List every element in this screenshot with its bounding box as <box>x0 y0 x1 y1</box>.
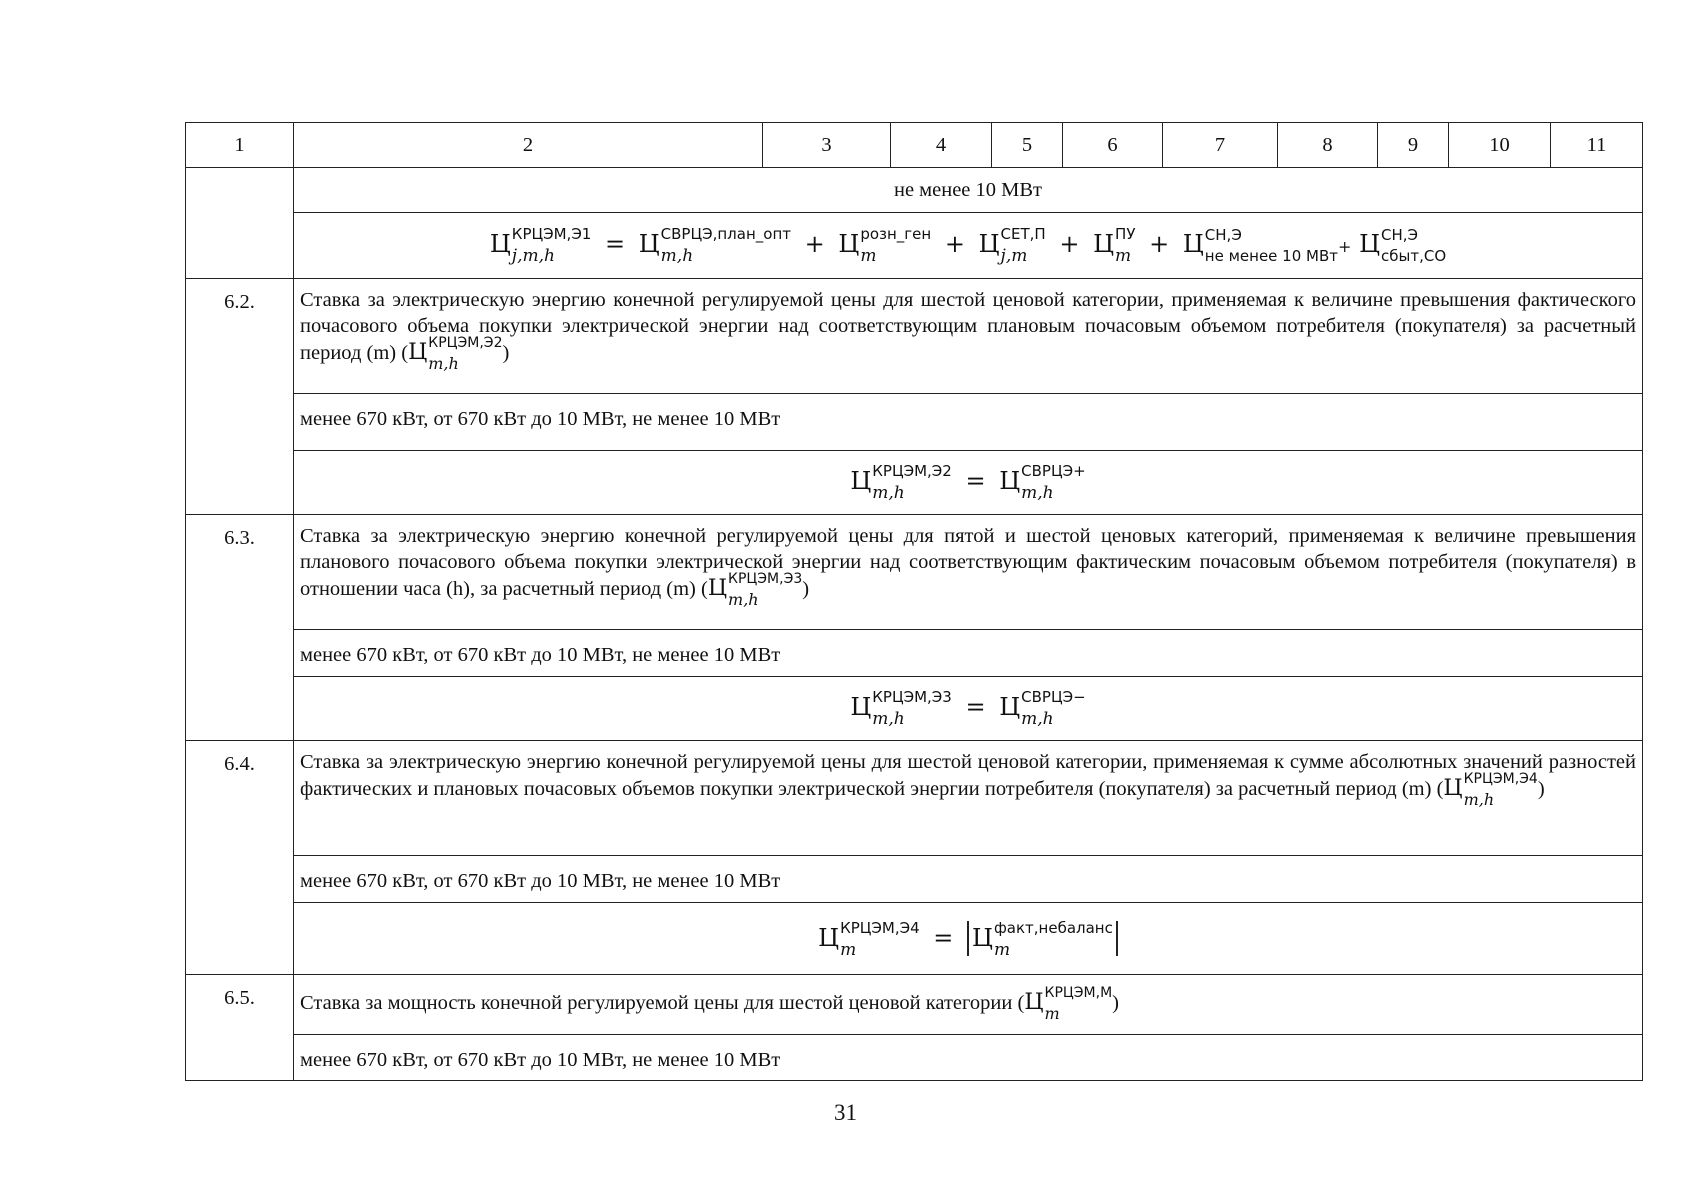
category-cell: менее 670 кВт, от 670 кВт до 10 МВт, не менее 10 МВт <box>294 1035 1643 1081</box>
formula-cell <box>294 451 1643 515</box>
category-cell: не менее 10 МВт <box>294 168 1643 213</box>
category-cell: менее 670 кВт, от 670 кВт до 10 МВт, не менее 10 МВт <box>294 630 1643 677</box>
formula-cell <box>294 903 1643 975</box>
header-cell: 2 <box>294 123 763 168</box>
header-cell: 6 <box>1063 123 1163 168</box>
header-cell: 10 <box>1449 123 1551 168</box>
empty-number-cell <box>186 168 294 279</box>
category-row <box>186 630 1643 677</box>
header-row <box>186 123 1643 168</box>
rate-row-6-3 <box>186 515 1643 630</box>
formula-cell <box>294 213 1643 279</box>
formula-row <box>186 213 1643 279</box>
header-cell: 9 <box>1378 123 1449 168</box>
row-number: 6.2. <box>186 279 294 515</box>
category-row <box>186 856 1643 903</box>
formula-e4: Ц КРЦЭМ,Э4 m = Ц факт,небаланс m <box>818 924 1118 952</box>
header-cell: 3 <box>763 123 891 168</box>
header-cell: 7 <box>1163 123 1278 168</box>
row-description: Ставка за электрическую энергию конечной регулируемой цены для шестой ценовой категории, применяемая к сумме абсолютных значений разностей фактических и плановых почасовых объемов покупки электрической энергии потребителя (покупателя) за расчетный период (m) (Ц КРЦЭМ,Э4 m,h ) <box>294 741 1643 856</box>
header-cell: 1 <box>186 123 294 168</box>
formula-row <box>186 903 1643 975</box>
rate-row-6-2 <box>186 279 1643 394</box>
formula-e1: Ц КРЦЭМ,Э1 j,m,h = Ц СВРЦЭ,план_опт m,h + Ц розн_ген m + Ц СЕТ,П j,m + Ц ПУ m + Ц СН,Э не менее 10 МВт + Ц СН,Э сбыт,СО <box>489 224 1447 266</box>
formula-row <box>186 677 1643 741</box>
row-number: 6.3. <box>186 515 294 741</box>
formula-e2: Ц КРЦЭМ,Э2 m,h = Ц СВРЦЭ+ m,h <box>850 461 1086 503</box>
formula-e3: Ц КРЦЭМ,Э3 m,h = Ц СВРЦЭ− m,h <box>850 687 1086 729</box>
formula-row <box>186 451 1643 515</box>
rate-row-6-4 <box>186 741 1643 856</box>
row-description: Ставка за мощность конечной регулируемой цены для шестой ценовой категории (Ц КРЦЭМ,М m ) <box>294 975 1643 1035</box>
category-row <box>186 1035 1643 1081</box>
row-number: 6.4. <box>186 741 294 975</box>
header-cell: 5 <box>992 123 1063 168</box>
row-number: 6.5. <box>186 975 294 1081</box>
header-cell: 11 <box>1551 123 1643 168</box>
category-cell: менее 670 кВт, от 670 кВт до 10 МВт, не менее 10 МВт <box>294 394 1643 451</box>
formula-cell <box>294 677 1643 741</box>
absolute-value-bars: Ц факт,небаланс m <box>967 921 1118 956</box>
row-description: Ставка за электрическую энергию конечной регулируемой цены для шестой ценовой категории, применяемая к величине превышения фактического почасового объема покупки электрической энергии над соответствующим плановым почасовым объемом потребителя (покупателя) за расчетный период (m) (Ц КРЦЭМ,Э2 m,h ) <box>294 279 1643 394</box>
page-number: 31 <box>834 1100 857 1125</box>
category-row <box>186 394 1643 451</box>
category-row <box>186 168 1643 213</box>
category-cell: менее 670 кВт, от 670 кВт до 10 МВт, не менее 10 МВт <box>294 856 1643 903</box>
row-description: Ставка за электрическую энергию конечной регулируемой цены для пятой и шестой ценовых категорий, применяемая к величине превышения планового почасового объема покупки электрической энергии над соответствующим фактическим почасовым объемом потребителя (покупателя) в отношении часа (h), за расчетный период (m) (Ц КРЦЭМ,Э3 m,h ) <box>294 515 1643 630</box>
header-cell: 8 <box>1278 123 1378 168</box>
rate-table <box>185 122 1643 1081</box>
header-cell: 4 <box>891 123 992 168</box>
rate-row-6-5 <box>186 975 1643 1035</box>
